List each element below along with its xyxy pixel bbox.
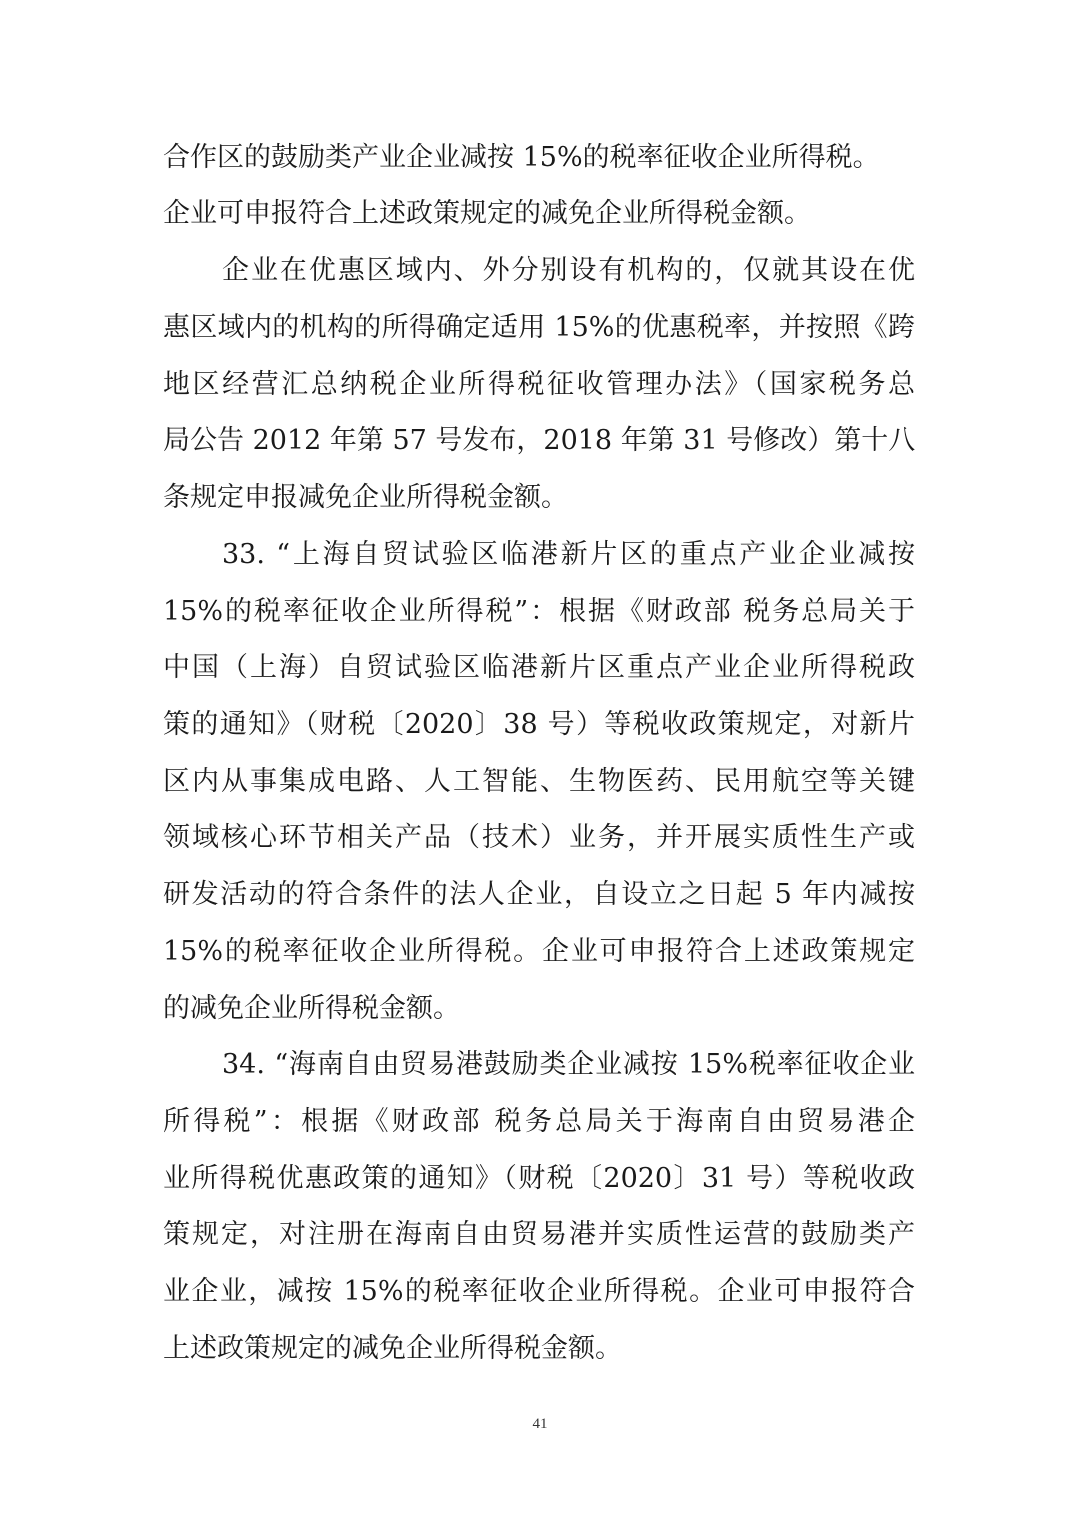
text-line: 上述政策规定的减免企业所得税金额。	[163, 1333, 622, 1364]
text-line: 所得税”：根据《财政部 税务总局关于海南自由贸易港企	[163, 1106, 915, 1137]
text-line: 领域核心环节相关产品（技术）业务，并开展实质性生产或	[163, 822, 915, 853]
text-line: 合作区的鼓励类产业企业减按 15%的税率征收企业所得税。	[163, 142, 880, 173]
text-line: 中国（上海）自贸试验区临港新片区重点产业企业所得税政	[163, 652, 915, 683]
text-line: 地区经营汇总纳税企业所得税征收管理办法》（国家税务总	[163, 369, 915, 400]
text-line: 区内从事集成电路、人工智能、生物医药、民用航空等关键	[163, 766, 915, 797]
text-line: 15%的税率征收企业所得税”：根据《财政部 税务总局关于	[163, 596, 915, 627]
text-line: 研发活动的符合条件的法人企业，自设立之日起 5 年内减按	[163, 879, 915, 910]
text-line: 局公告 2012 年第 57 号发布，2018 年第 31 号修改）第十八	[163, 425, 915, 456]
text-line: 企业在优惠区域内、外分别设有机构的，仅就其设在优	[222, 255, 915, 286]
text-line: 15%的税率征收企业所得税。企业可申报符合上述政策规定	[163, 936, 915, 967]
text-line: 惠区域内的机构的所得确定适用 15%的优惠税率，并按照《跨	[163, 312, 915, 343]
text-line: 的减免企业所得税金额。	[163, 993, 460, 1024]
text-line: 34. “海南自由贸易港鼓励类企业减按 15%税率征收企业	[222, 1049, 915, 1080]
page-number: 41	[532, 1416, 548, 1432]
text-line: 条规定申报减免企业所得税金额。	[163, 482, 568, 513]
text-line: 企业可申报符合上述政策规定的减免企业所得税金额。	[163, 198, 811, 229]
text-line: 业企业，减按 15%的税率征收企业所得税。企业可申报符合	[163, 1276, 915, 1307]
text-line: 业所得税优惠政策的通知》（财税〔2020〕31 号）等税收政	[163, 1163, 915, 1194]
text-line: 33. “上海自贸试验区临港新片区的重点产业企业减按	[222, 539, 915, 570]
text-line: 策规定，对注册在海南自由贸易港并实质性运营的鼓励类产	[163, 1219, 915, 1250]
text-line: 策的通知》（财税〔2020〕38 号）等税收政策规定，对新片	[163, 709, 915, 740]
